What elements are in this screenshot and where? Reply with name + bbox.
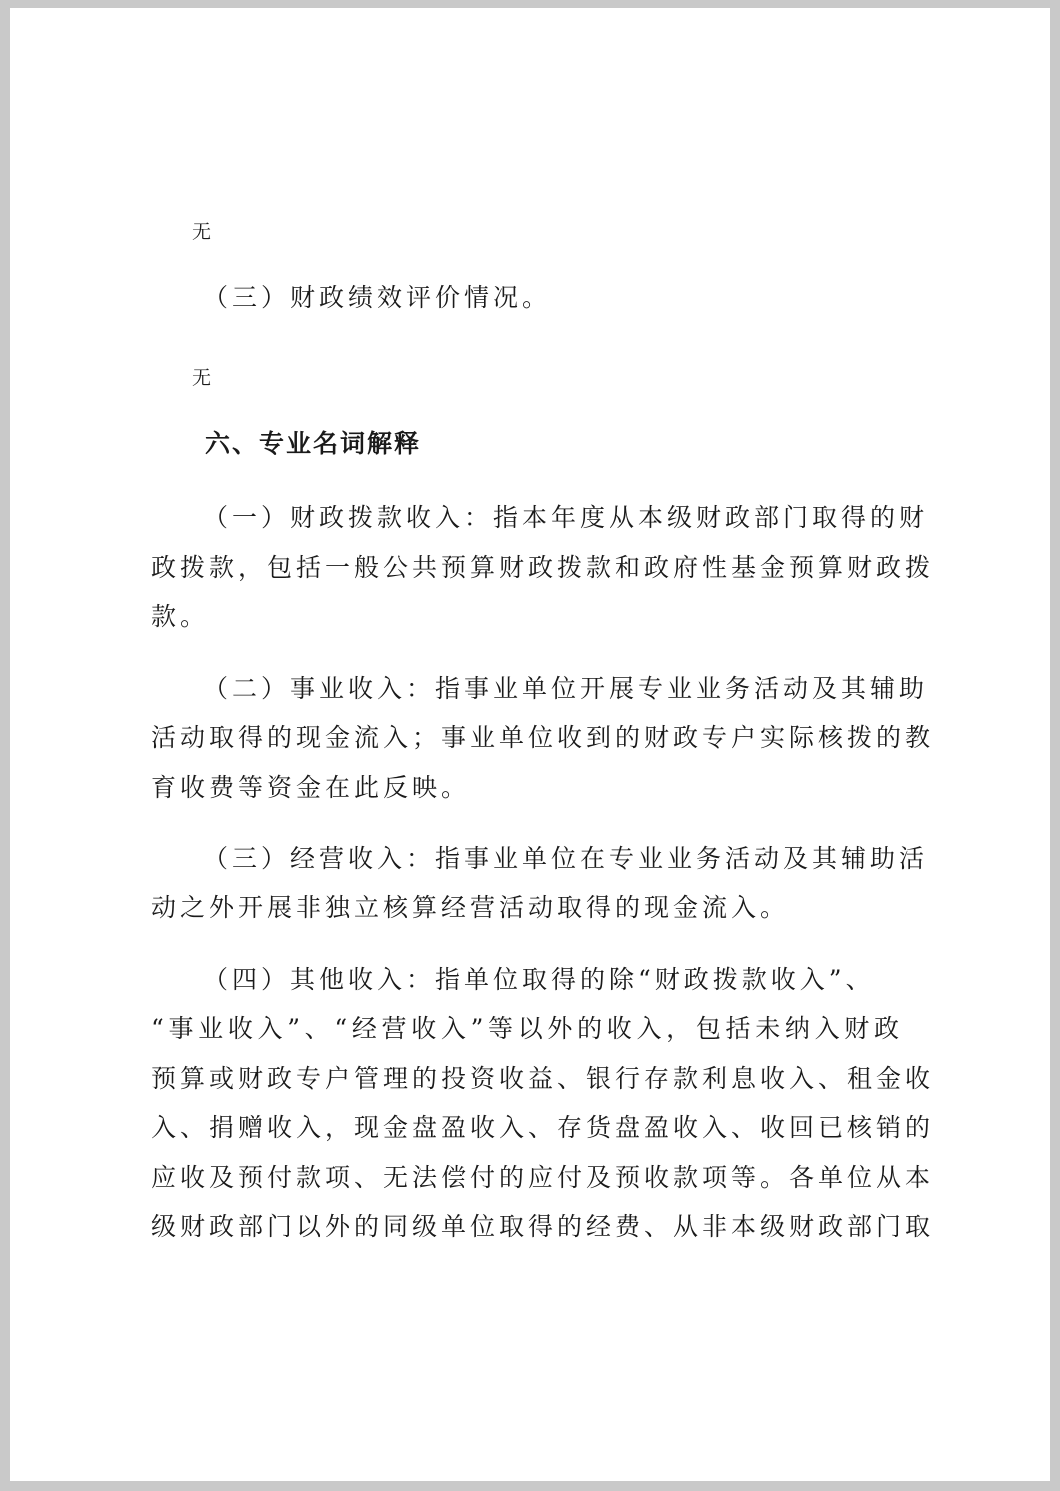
paragraph-line: 活动取得的现金流入；事业单位收到的财政专户实际核拨的教 [151, 723, 935, 752]
section-heading: 六、专业名词解释 [205, 429, 422, 458]
none-text: 无 [192, 221, 212, 243]
none-text: 无 [192, 367, 212, 389]
paragraph-line: 政拨款，包括一般公共预算财政拨款和政府性基金预算财政拨 [151, 553, 935, 582]
paragraph-line: 动之外开展非独立核算经营活动取得的现金流入。 [151, 893, 790, 922]
paragraph-line: （一）财政拨款收入：指本年度从本级财政部门取得的财 [203, 503, 929, 532]
paragraph-line: 款。 [151, 602, 210, 631]
paragraph-line: 应收及预付款项、无法偿付的应付及预收款项等。各单位从本 [151, 1163, 935, 1192]
paragraph-line: （四）其他收入：指单位取得的除“财政拨款收入”、 [203, 965, 875, 994]
paragraph-line: 入、捐赠收入，现金盘盈收入、存货盘盈收入、收回已核销的 [151, 1113, 935, 1142]
subheading-performance-evaluation: （三）财政绩效评价情况。 [203, 283, 552, 312]
paragraph-line: 级财政部门以外的同级单位取得的经费、从非本级财政部门取 [151, 1212, 935, 1241]
document-page [10, 8, 1050, 1481]
paragraph-line: 预算或财政专户管理的投资收益、银行存款利息收入、租金收 [151, 1064, 935, 1093]
paragraph-line: “事业收入”、“经营收入”等以外的收入，包括未纳入财政 [151, 1014, 903, 1043]
paragraph-line: 育收费等资金在此反映。 [151, 773, 471, 802]
paragraph-line: （二）事业收入：指事业单位开展专业业务活动及其辅助 [203, 674, 929, 703]
paragraph-line: （三）经营收入：指事业单位在专业业务活动及其辅助活 [203, 844, 929, 873]
